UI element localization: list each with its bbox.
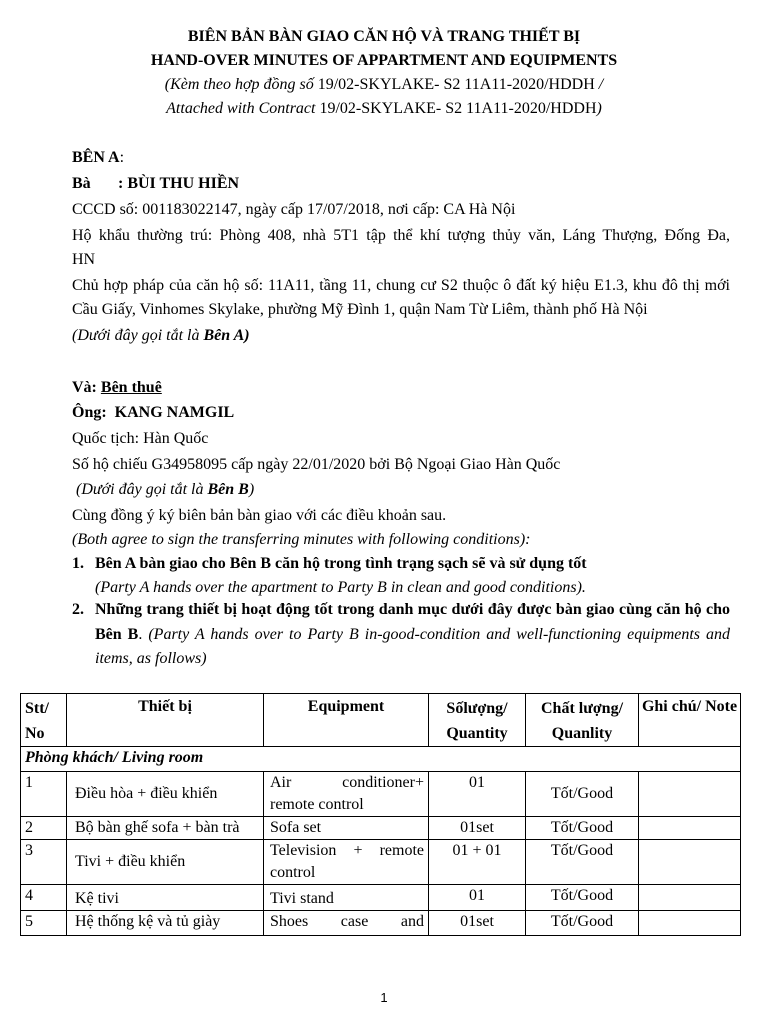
row-5-qty: 01set: [429, 911, 526, 936]
header-quality-line1: Chất lượng/: [540, 700, 624, 717]
row-2-qty: 01set: [429, 817, 526, 840]
attachment-vi-prefix: (Kèm theo hợp đồng số: [164, 76, 314, 93]
header-note: Ghi chú/ Note: [639, 694, 741, 747]
item-1-italic: (Party A hands over the apartment to Party B in clean and good conditions).: [95, 579, 586, 596]
item-2-text: [95, 598, 730, 672]
attachment-en-suffix: ): [596, 100, 602, 117]
table-row: [21, 817, 741, 840]
header-quantity: [429, 694, 526, 747]
row-1-quality: Tốt/Good: [526, 772, 639, 817]
party-a-alias: [72, 324, 730, 348]
row-1-device: Điều hòa + điều khiển: [67, 772, 264, 817]
item-1-bold: Bên A bàn giao cho Bên B căn hộ trong tình trạng sạch sẽ và sử dụng tốt: [95, 555, 587, 572]
party-b-alias: [72, 478, 730, 502]
row-4-device: Kệ tivi: [67, 885, 264, 911]
party-a-label: BÊN A: [72, 149, 120, 166]
row-3-device: Tivi + điều khiển: [67, 840, 264, 885]
header-stt-line2: No: [25, 725, 45, 742]
table-row: [21, 885, 741, 911]
row-5-quality: Tốt/Good: [526, 911, 639, 936]
item-1-number: 1.: [72, 555, 84, 572]
title-vietnamese: BIÊN BẢN BÀN GIAO CĂN HỘ VÀ TRANG THIẾT BỊ: [187, 28, 581, 45]
row-3-no: 3: [21, 840, 67, 885]
row-3-note: [639, 840, 741, 885]
section-row: [21, 747, 741, 772]
header-quality-line2: Quanlity: [551, 725, 613, 742]
row-4-note: [639, 885, 741, 911]
agreement-en-text: (Both agree to sign the transferring minutes with following conditions):: [72, 531, 531, 548]
equipment-table: [20, 693, 741, 936]
attachment-line-en: [0, 100, 768, 118]
section-label: Phòng khách/ Living room: [25, 749, 204, 766]
item-2-bold: Những trang thiết bị hoạt động tốt trong danh mục dưới đây được bàn giao cùng căn hộ cho Bên B: [95, 601, 730, 643]
row-5-note: [639, 911, 741, 936]
party-a-colon: :: [119, 149, 125, 166]
row-5-equipment: Shoes case and: [264, 911, 429, 936]
row-3-quality: Tốt/Good: [526, 840, 639, 885]
row-4-qty: 01: [429, 885, 526, 911]
row-1-qty: 01: [429, 772, 526, 817]
party-b-alias-suffix: ): [248, 481, 255, 498]
party-b-title: Ông:: [72, 404, 107, 421]
row-3-equipment: Television + remote control: [264, 840, 429, 885]
party-a-address-2: HN: [72, 251, 96, 268]
row-1-no: 1: [21, 772, 67, 817]
row-1-equipment: Air conditioner+ remote control: [264, 772, 429, 817]
party-a-alias-prefix: (Dưới đây gọi tắt là: [72, 327, 204, 344]
agreement-vi: Cùng đồng ý ký biên bản bàn giao với các điều khoản sau.: [72, 507, 447, 524]
item-2-italic: (Party A hands over to Party B in-good-condition and well-functioning equipments and items, as follows): [95, 625, 731, 667]
party-b-nationality: Quốc tịch: Hàn Quốc: [72, 430, 209, 447]
attachment-vi-contract: 19/02-SKYLAKE- S2 11A11-2020/HDDH: [313, 76, 595, 93]
table-row: [21, 840, 741, 885]
row-2-note: [639, 817, 741, 840]
party-b-passport: Số hộ chiếu G34958095 cấp ngày 22/01/2020 bởi Bộ Ngoại Giao Hàn Quốc: [72, 456, 561, 473]
page-number: 1: [380, 990, 388, 1005]
item-1-translation: [95, 576, 730, 600]
row-2-no: 2: [21, 817, 67, 840]
party-b-name-line: [72, 401, 730, 425]
row-1-note: [639, 772, 741, 817]
header-stt: [21, 694, 67, 747]
party-b-alias-bold: Bên B: [207, 481, 249, 498]
party-b-role: Bên thuê: [100, 379, 162, 396]
header-quantity-line2: Quantity: [446, 725, 508, 742]
header-equipment: Equipment: [264, 694, 429, 747]
table-row: [21, 772, 741, 817]
section-living-room: [21, 747, 741, 772]
party-a-ownership-2: Cầu Giấy, Vinhomes Skylake, phường Mỹ Đình 1, quận Nam Từ Liêm, thành phố Hà Nội: [72, 301, 648, 318]
row-5-no: 5: [21, 911, 67, 936]
party-a-ownership-1: Chủ hợp pháp của căn hộ số: 11A11, tầng 11, chung cư S2 thuộc ô đất ký hiệu E1.3, khu đô thị mới: [72, 277, 730, 294]
party-a-name: : BÙI THU HIỀN: [118, 175, 240, 192]
row-4-equipment: Tivi stand: [264, 885, 429, 911]
party-a-id: CCCD số: 001183022147, ngày cấp 17/07/2018, nơi cấp: CA Hà Nội: [72, 201, 516, 218]
table-header-row: [21, 694, 741, 747]
party-b-alias-prefix: (Dưới đây gọi tắt là: [72, 481, 208, 498]
row-2-quality: Tốt/Good: [526, 817, 639, 840]
attachment-vi-suffix: /: [594, 76, 604, 93]
header-device: Thiết bị: [67, 694, 264, 747]
attachment-line-vi: [0, 76, 768, 94]
agreement-en: [72, 528, 730, 552]
row-3-qty: 01 + 01: [429, 840, 526, 885]
row-4-no: 4: [21, 885, 67, 911]
table-row: [21, 911, 741, 936]
party-b-and-label: Và:: [72, 379, 101, 396]
item-2-number: 2.: [72, 601, 84, 618]
header-stt-line1: Stt/: [25, 700, 49, 717]
party-a-heading: [72, 146, 730, 170]
party-b-heading: [72, 376, 730, 400]
party-a-address-1: Hộ khẩu thường trú: Phòng 408, nhà 5T1 tập thể khí tượng thủy văn, Láng Thượng, Đống Đa,: [72, 227, 730, 244]
attachment-en-contract: 19/02-SKYLAKE- S2 11A11-2020/HDDH: [315, 100, 597, 117]
header-quantity-line1: Sốlượng/: [446, 700, 508, 717]
party-a-title: Bà: [72, 175, 91, 192]
party-a-name-line: [72, 172, 730, 196]
attachment-en-prefix: Attached with Contract: [166, 100, 316, 117]
title-english: HAND-OVER MINUTES OF APPARTMENT AND EQUIPMENTS: [150, 52, 618, 69]
party-b-name: KANG NAMGIL: [106, 404, 235, 421]
row-5-device: Hệ thống kệ và tủ giày: [67, 911, 264, 936]
row-2-equipment: Sofa set: [264, 817, 429, 840]
party-a-alias-bold: Bên A): [203, 327, 250, 344]
item-1-text: [95, 552, 730, 576]
row-4-quality: Tốt/Good: [526, 885, 639, 911]
item-2-plain: .: [138, 625, 149, 643]
header-quality: [526, 694, 639, 747]
row-2-device: Bộ bàn ghế sofa + bàn trà: [67, 817, 264, 840]
